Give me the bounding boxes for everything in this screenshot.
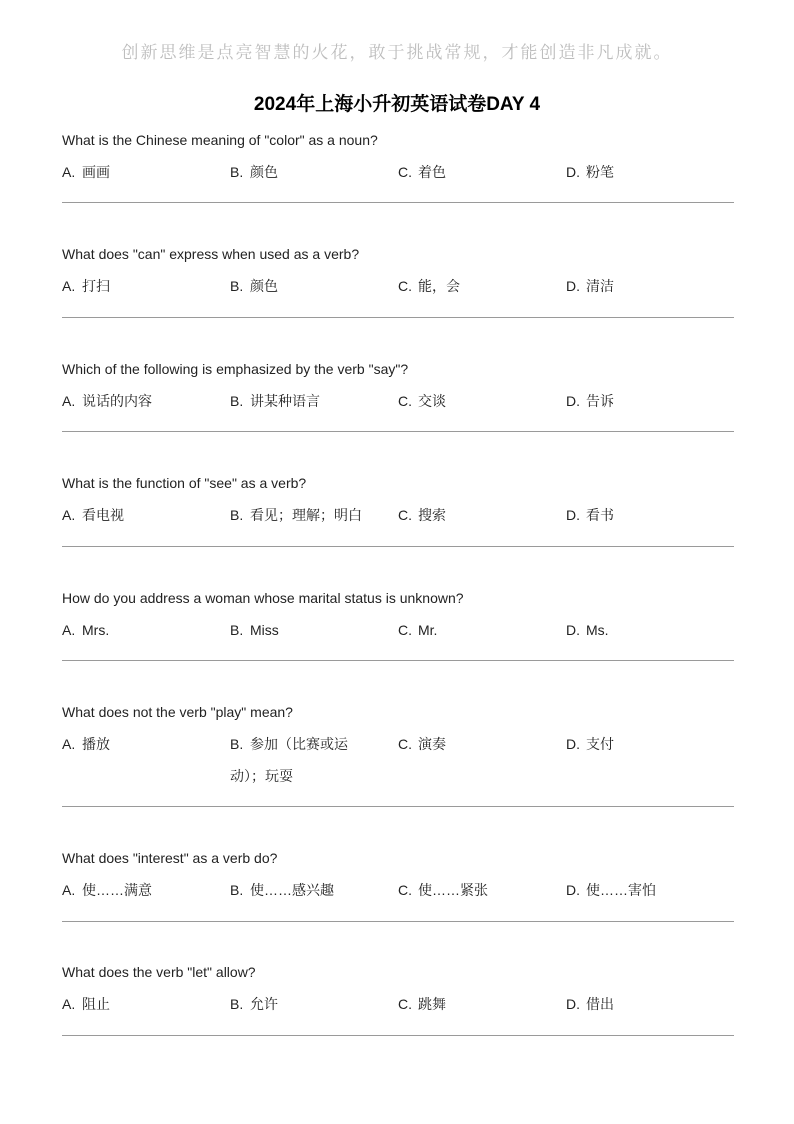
option-a — [62, 506, 124, 524]
question-text: What does the verb "let" allow? — [62, 964, 256, 980]
option-a — [62, 995, 110, 1013]
option-letter: A. — [62, 393, 76, 409]
option-letter: C. — [398, 622, 412, 638]
option-d — [566, 163, 614, 181]
option-d — [566, 735, 614, 753]
option-b — [230, 277, 278, 295]
question-6 — [62, 703, 734, 784]
option-text: 打扫 — [82, 278, 110, 294]
question-1 — [62, 131, 734, 181]
answer-options — [62, 506, 734, 524]
option-a — [62, 277, 110, 295]
option-c — [398, 392, 446, 410]
option-text: 粉笔 — [586, 164, 614, 180]
question-3 — [62, 360, 734, 410]
option-a — [62, 621, 109, 639]
option-text: 搜索 — [418, 507, 446, 523]
option-c — [398, 621, 437, 639]
option-letter: C. — [398, 507, 412, 523]
option-d — [566, 392, 614, 410]
option-letter: A. — [62, 736, 76, 752]
option-letter: D. — [566, 164, 580, 180]
option-letter: A. — [62, 996, 76, 1012]
option-text: 着色 — [418, 164, 446, 180]
option-text: 画画 — [82, 164, 110, 180]
option-letter: B. — [230, 278, 244, 294]
option-text: 看书 — [586, 507, 614, 523]
option-letter: B. — [230, 393, 244, 409]
option-text: 使……害怕 — [586, 882, 656, 898]
option-c — [398, 277, 460, 295]
option-letter: A. — [62, 507, 76, 523]
option-text: 颜色 — [250, 164, 278, 180]
answer-options — [62, 621, 734, 639]
option-a — [62, 392, 152, 410]
option-letter: C. — [398, 393, 412, 409]
option-letter: B. — [230, 996, 244, 1012]
option-letter: B. — [230, 507, 244, 523]
option-text: 告诉 — [586, 393, 614, 409]
divider — [62, 317, 734, 318]
option-text: 演奏 — [418, 736, 446, 752]
option-d — [566, 506, 614, 524]
option-letter: C. — [398, 882, 412, 898]
header-motto: 创新思维是点亮智慧的火花，敢于挑战常规，才能创造非凡成就。 — [121, 43, 673, 63]
option-b — [230, 881, 334, 899]
option-letter: C. — [398, 736, 412, 752]
option-letter: C. — [398, 996, 412, 1012]
divider — [62, 431, 734, 432]
option-c — [398, 506, 446, 524]
option-letter: D. — [566, 622, 580, 638]
option-letter: D. — [566, 882, 580, 898]
divider — [62, 921, 734, 922]
option-text: Mr. — [418, 622, 438, 638]
option-b — [230, 392, 320, 410]
option-text: 交谈 — [418, 393, 446, 409]
option-text: Ms. — [586, 622, 609, 638]
answer-options — [62, 163, 734, 181]
option-text: 看见；理解；明白 — [250, 507, 362, 523]
option-d — [566, 621, 609, 639]
option-text: 看电视 — [82, 507, 124, 523]
question-text: What does "can" express when used as a verb? — [62, 246, 360, 262]
option-letter: D. — [566, 996, 580, 1012]
question-4 — [62, 474, 734, 524]
option-letter: A. — [62, 882, 76, 898]
option-letter: A. — [62, 622, 76, 638]
option-text: 清洁 — [586, 278, 614, 294]
option-letter: D. — [566, 393, 580, 409]
option-b — [230, 506, 362, 524]
option-d — [566, 277, 614, 295]
option-letter: D. — [566, 736, 580, 752]
option-letter: C. — [398, 278, 412, 294]
option-letter: B. — [230, 882, 244, 898]
option-b — [230, 621, 279, 639]
divider — [62, 660, 734, 661]
answer-options — [62, 995, 734, 1013]
option-b — [230, 728, 362, 792]
question-5 — [62, 589, 734, 639]
option-letter: D. — [566, 278, 580, 294]
option-d — [566, 995, 614, 1013]
answer-options — [62, 735, 734, 784]
option-a — [62, 735, 110, 753]
question-text: What is the Chinese meaning of "color" as a noun? — [62, 132, 378, 148]
option-text: 播放 — [82, 736, 110, 752]
option-text: 参加（比赛或运动）；玩耍 — [230, 736, 348, 784]
option-c — [398, 881, 488, 899]
option-c — [398, 735, 446, 753]
option-text: Mrs. — [82, 622, 110, 638]
option-c — [398, 163, 446, 181]
option-text: 借出 — [586, 996, 614, 1012]
option-text: 跳舞 — [418, 996, 446, 1012]
option-text: 使……满意 — [82, 882, 152, 898]
answer-options — [62, 277, 734, 295]
option-text: Miss — [250, 622, 279, 638]
option-letter: A. — [62, 278, 76, 294]
divider — [62, 202, 734, 203]
answer-options — [62, 392, 734, 410]
question-text: How do you address a woman whose marital status is unknown? — [62, 590, 464, 606]
question-text: Which of the following is emphasized by the verb "say"? — [62, 361, 409, 377]
option-text: 讲某种语言 — [250, 393, 320, 409]
divider — [62, 1035, 734, 1036]
option-text: 阻止 — [82, 996, 110, 1012]
option-a — [62, 163, 110, 181]
option-letter: B. — [230, 164, 244, 180]
option-d — [566, 881, 656, 899]
question-2 — [62, 245, 734, 295]
option-letter: B. — [230, 736, 244, 752]
question-text: What does "interest" as a verb do? — [62, 850, 278, 866]
option-text: 支付 — [586, 736, 614, 752]
option-b — [230, 995, 278, 1013]
option-letter: D. — [566, 507, 580, 523]
question-7 — [62, 849, 734, 899]
option-text: 允许 — [250, 996, 278, 1012]
option-c — [398, 995, 446, 1013]
option-b — [230, 163, 278, 181]
question-text: What is the function of "see" as a verb? — [62, 475, 307, 491]
question-text: What does not the verb "play" mean? — [62, 704, 293, 720]
option-letter: C. — [398, 164, 412, 180]
divider — [62, 546, 734, 547]
option-letter: A. — [62, 164, 76, 180]
question-8 — [62, 963, 734, 1013]
option-a — [62, 881, 152, 899]
option-text: 能，会 — [418, 278, 460, 294]
option-text: 说话的内容 — [82, 393, 152, 409]
option-letter: B. — [230, 622, 244, 638]
page-title: 2024年上海小升初英语试卷DAY 4 — [253, 94, 541, 115]
divider — [62, 806, 734, 807]
option-text: 使……紧张 — [418, 882, 488, 898]
option-text: 颜色 — [250, 278, 278, 294]
answer-options — [62, 881, 734, 899]
option-text: 使……感兴趣 — [250, 882, 334, 898]
